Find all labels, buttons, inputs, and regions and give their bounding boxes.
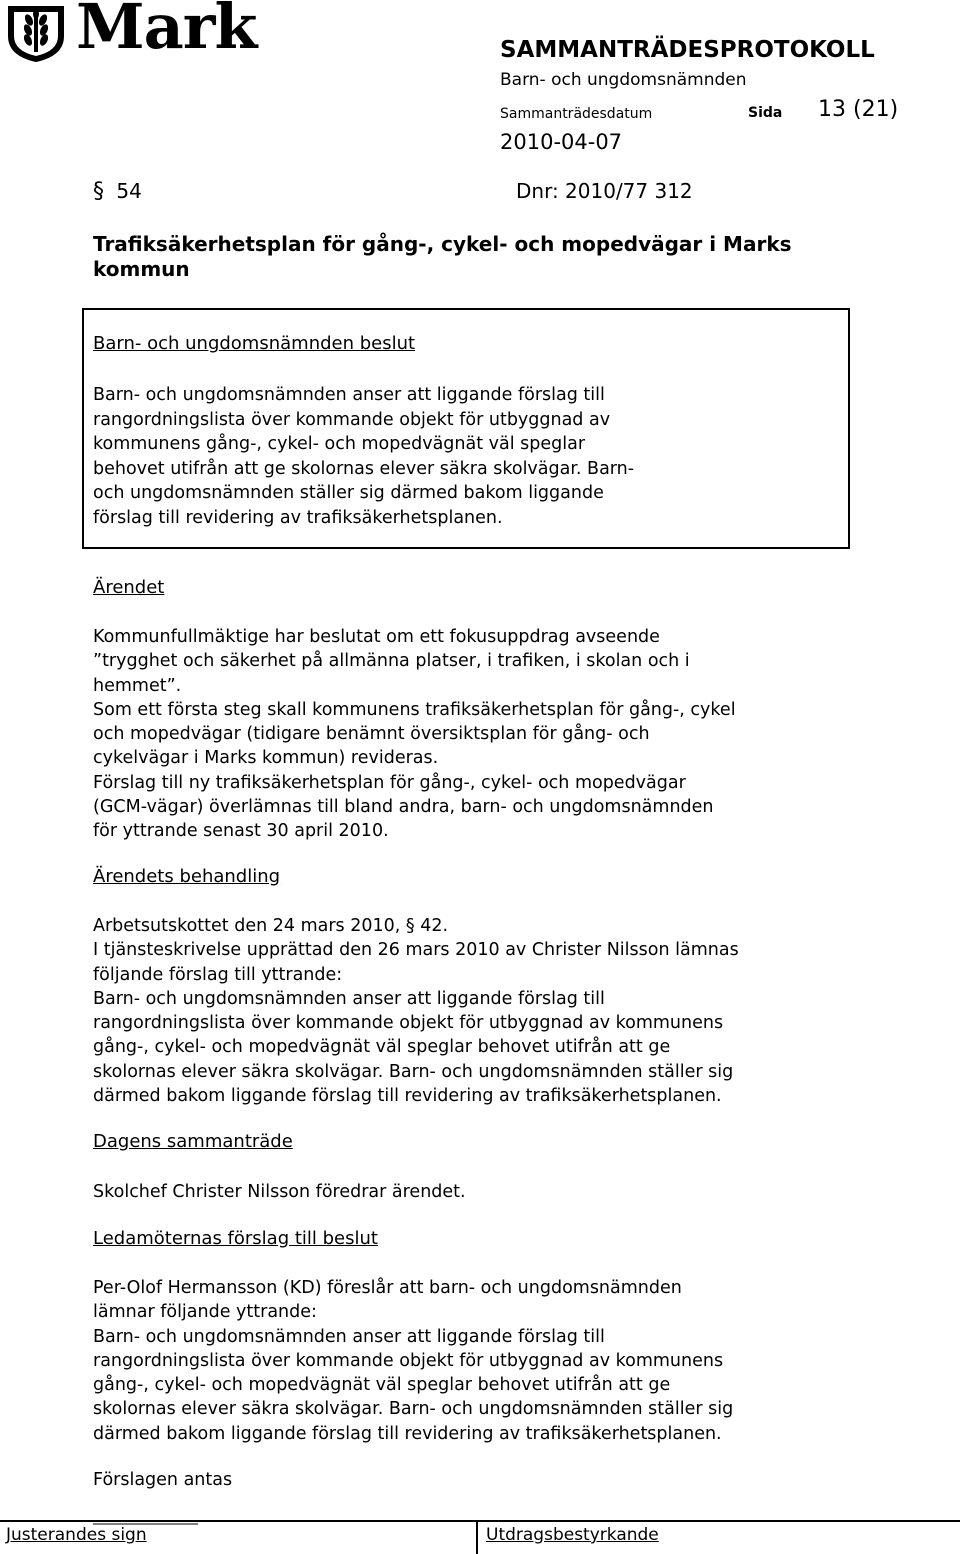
logo-wordmark: Mark xyxy=(76,0,257,63)
decision-heading: Barn- och ungdomsnämnden beslut xyxy=(93,333,416,354)
page-number: 13 (21) xyxy=(818,97,899,122)
justerandes-sign-label: Justerandes sign xyxy=(6,1525,147,1545)
paragraph-number xyxy=(93,179,142,204)
section-heading-behandling: Ärendets behandling xyxy=(93,866,281,887)
municipality-logo xyxy=(4,0,257,64)
committee-name: Barn- och ungdomsnämnden xyxy=(500,70,747,90)
section-text-behandling: Arbetsutskottet den 24 mars 2010, § 42. I tjänsteskrivelse upprättad den 26 mars 2010 av Christer Nilsson lämnas följande förslag till yttrande: Barn- och ungdomsnämnden anser att liggande förslag till rangordningslista över kommande objekt för utbyggnad av kommunens gång-, cykel- och mopedvägnät väl speglar behovet utifrån att ge skolornas elever säkra skolvägar. Barn- och ungdomsnämnden ställer sig därmed bakom liggande förslag till revidering av trafiksäkerhetsplanen. xyxy=(93,916,739,1107)
paragraph-number-value: 54 xyxy=(116,179,142,203)
item-title: Trafiksäkerhetsplan för gång-, cykel- och mopedvägar i Marks kommun xyxy=(93,232,792,281)
page-label: Sida xyxy=(748,105,783,121)
utdragsbestyrkande-label: Utdragsbestyrkande xyxy=(486,1525,659,1545)
diary-number: Dnr: 2010/77 312 xyxy=(516,179,693,203)
footer-divider xyxy=(0,1520,960,1522)
section-heading-dagens: Dagens sammanträde xyxy=(93,1131,293,1152)
decision-text: Barn- och ungdomsnämnden anser att liggande förslag till rangordningslista över kommande objekt för utbyggnad av kommunens gång-, cykel- och mopedvägnät väl speglar behovet utifrån att ge skolornas elever säkra skolvägar. Barn- och ungdomsnämnden ställer sig därmed bakom liggande förslag till revidering av trafiksäkerhetsplanen. xyxy=(93,385,635,528)
resolution-text: Förslagen antas xyxy=(93,1470,233,1490)
paragraph-sign: § xyxy=(93,179,104,204)
footer-column-divider xyxy=(476,1520,478,1554)
coat-of-arms-icon xyxy=(4,2,68,64)
section-text-dagens: Skolchef Christer Nilsson föredrar ärendet. xyxy=(93,1182,466,1202)
section-heading-ledamoter: Ledamöternas förslag till beslut xyxy=(93,1228,378,1249)
meeting-date-label: Sammanträdesdatum xyxy=(500,106,653,122)
section-heading-arendet: Ärendet xyxy=(93,577,165,598)
document-title: SAMMANTRÄDESPROTOKOLL xyxy=(500,37,875,63)
meeting-date: 2010-04-07 xyxy=(500,130,623,154)
signature-line: _______________ xyxy=(93,1509,198,1525)
section-text-ledamoter: Per-Olof Hermansson (KD) föreslår att barn- och ungdomsnämnden lämnar följande yttrande: Barn- och ungdomsnämnden anser att liggande förslag till rangordningslista över kommande objekt för utbyggnad av kommunens gång-, cykel- och mopedvägnät väl speglar behovet utifrån att ge skolornas elever säkra skolvägar. Barn- och ungdomsnämnden ställer sig därmed bakom liggande förslag till revidering av trafiksäkerhetsplanen. xyxy=(93,1278,734,1444)
section-text-arendet: Kommunfullmäktige har beslutat om ett fokusuppdrag avseende ”trygghet och säkerhet på allmänna platser, i trafiken, i skolan och i hemmet”. Som ett första steg skall kommunens trafiksäkerhetsplan för gång-, cykel och mopedvägar (tidigare benämnt översiktsplan för gång- och cykelvägar i Marks kommun) revideras. Förslag till ny trafiksäkerhetsplan för gång-, cykel- och mopedvägar (GCM-vägar) överlämnas till bland andra, barn- och ungdomsnämnden för yttrande senast 30 april 2010. xyxy=(93,627,736,842)
